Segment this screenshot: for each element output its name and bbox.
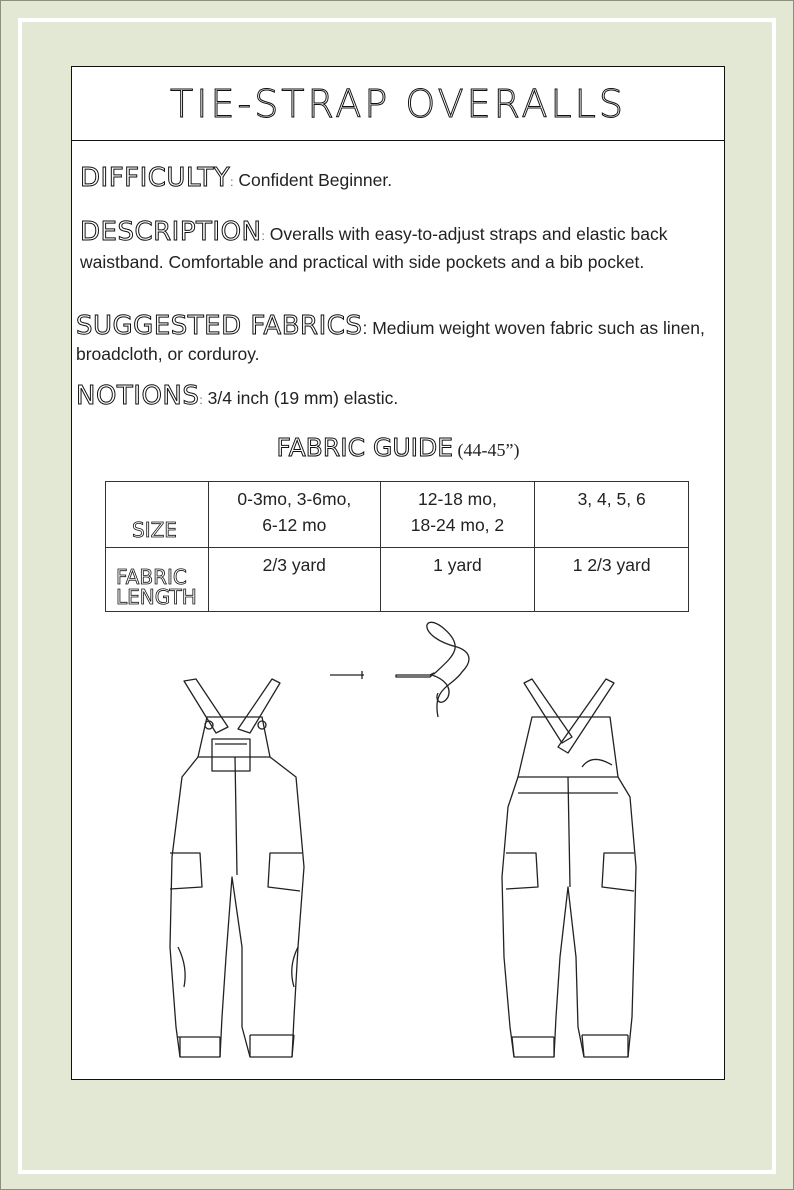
needle-and-thread-illustration (330, 622, 469, 717)
fabric-guide-heading (72, 433, 724, 462)
fabrics-section (76, 313, 716, 367)
length-cell-1: 2/3 yard (208, 548, 380, 612)
size-cell-2 (380, 482, 535, 548)
size-cell-2-line-2: 18-24 mo, 2 (410, 515, 505, 535)
description-label: DESCRIPTION (80, 217, 262, 247)
length-header-line-1: FABRIC (116, 565, 187, 589)
length-cell-2: 1 yard (380, 548, 535, 612)
fabrics-colon: : (362, 318, 368, 338)
illustrations (72, 617, 722, 1077)
size-cell-2-line-1: 12-18 mo, (418, 489, 497, 509)
size-cell-1-line-2: 6-12 mo (262, 515, 327, 535)
size-cell-1-line-1: 0-3mo, 3-6mo, (237, 489, 352, 509)
size-cell-3 (535, 482, 689, 548)
fabric-guide-title: FABRIC GUIDE (276, 433, 454, 462)
pattern-info-panel (71, 66, 725, 1080)
fabrics-text: Medium weight woven fabric such as linen, broadcloth, or corduroy. (76, 318, 705, 364)
description-section (80, 219, 720, 275)
overalls-front-illustration (170, 679, 304, 1057)
description-text: Overalls with easy-to-adjust straps and elastic back waistband. Comfortable and practical with side pockets and a bib pocket. (80, 224, 668, 272)
difficulty-section (80, 165, 720, 195)
notions-text: 3/4 inch (19 mm) elastic. (207, 388, 399, 408)
table-row-size (106, 482, 689, 548)
size-header (106, 482, 209, 548)
table-row-length (106, 548, 689, 612)
difficulty-label: DIFFICULTY (80, 163, 231, 193)
size-header-text: SIZE (132, 518, 177, 542)
length-header-line-2: LENGTH (116, 585, 197, 609)
description-colon: : (261, 229, 265, 243)
size-cell-3-line-1: 3, 4, 5, 6 (577, 489, 646, 509)
page-title: TIE-STRAP OVERALLS (170, 81, 626, 126)
fabric-guide-width: (44-45”) (457, 440, 520, 460)
length-header (106, 548, 209, 612)
difficulty-colon: : (230, 175, 234, 189)
size-cell-1 (208, 482, 380, 548)
difficulty-text: Confident Beginner. (238, 170, 393, 190)
title-box (72, 67, 724, 141)
fabric-guide-table (105, 481, 689, 612)
notions-section (76, 383, 716, 413)
fabrics-label: SUGGESTED FABRICS (76, 311, 363, 341)
notions-colon: : (199, 393, 203, 407)
overalls-back-illustration (502, 679, 636, 1057)
length-cell-3: 1 2/3 yard (535, 548, 689, 612)
notions-label: NOTIONS (76, 381, 200, 411)
